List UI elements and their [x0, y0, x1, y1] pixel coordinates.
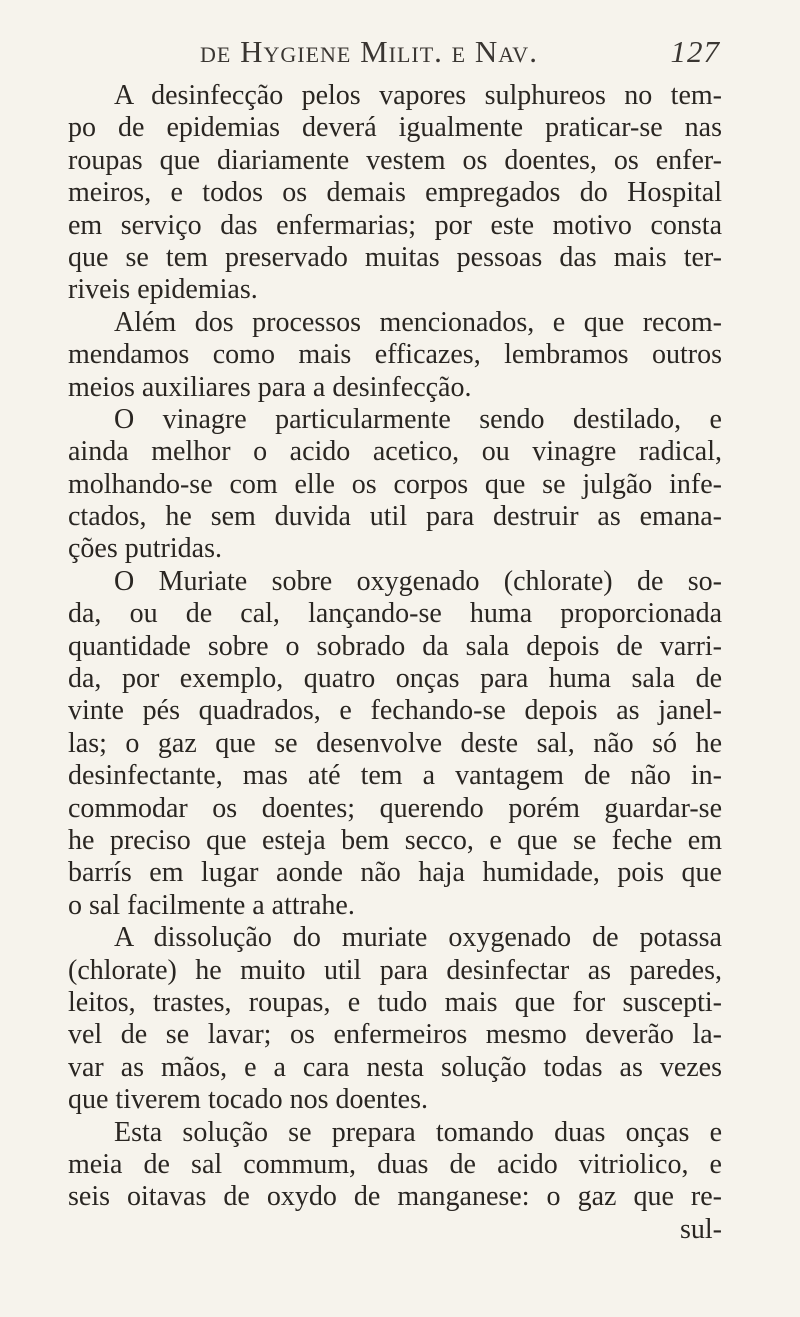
text-line: da, por exemplo, quatro onças para huma sala de [68, 663, 722, 695]
text-line: ctados, he sem duvida util para destruir as emana- [68, 501, 722, 533]
text-line: var as mãos, e a cara nesta solução todas as vezes [68, 1051, 722, 1083]
text-line: leitos, trastes, roupas, e tudo mais que for suscepti- [68, 986, 722, 1018]
text-line: em serviço das enfermarias; por este motivo consta [68, 209, 722, 241]
text-line: barrís em lugar aonde não haja humidade, pois que [68, 857, 722, 889]
text-line: ções putridas. [68, 533, 222, 565]
catchword: sul- [680, 1213, 722, 1245]
text-line: O vinagre particularmente sendo destilado, e [114, 403, 722, 435]
text-line: O Muriate sobre oxygenado (chlorate) de so- [114, 565, 722, 597]
text-line: quantidade sobre o sobrado da sala depois de varri- [68, 630, 722, 662]
text-line: molhando-se com elle os corpos que se julgão infe- [68, 468, 722, 500]
body-text [68, 80, 722, 1246]
text-line: po de epidemias deverá igualmente praticar-se nas [68, 112, 722, 144]
text-line: da, ou de cal, lançando-se huma proporcionada [68, 598, 722, 630]
text-line: seis oitavas de oxydo de manganese: o gaz que re- [68, 1181, 722, 1213]
text-line: desinfectante, mas até tem a vantagem de não in- [68, 760, 722, 792]
text-line: riveis epidemias. [68, 274, 258, 306]
text-line: meia de sal commum, duas de acido vitriolico, e [68, 1148, 722, 1180]
text-line: meios auxiliares para a desinfecção. [68, 371, 472, 403]
text-line: A desinfecção pelos vapores sulphureos no tem- [114, 80, 722, 111]
text-line: mendamos como mais efficazes, lembramos outros [68, 339, 722, 371]
text-line: he preciso que esteja bem secco, e que se feche em [68, 824, 722, 856]
text-line: que tiverem tocado nos doentes. [68, 1084, 429, 1116]
text-line: meiros, e todos os demais empregados do Hospital [68, 177, 722, 209]
text-line: commodar os doentes; querendo porém guardar-se [68, 792, 722, 824]
text-line: ainda melhor o acido acetico, ou vinagre radical, [68, 436, 722, 468]
text-line: A dissolução do muriate oxygenado de potassa [114, 922, 722, 954]
text-line: Esta solução se prepara tomando duas onças e [114, 1116, 722, 1148]
text-line: vinte pés quadrados, e fechando-se depois as janel- [68, 695, 722, 727]
running-title: de Hygiene Milit. e Nav. [200, 34, 538, 69]
page-number: 127 [670, 34, 720, 69]
text-line: roupas que diariamente vestem os doentes, os enfer- [68, 144, 722, 176]
text-line: que se tem preservado muitas pessoas das mais ter- [68, 241, 722, 273]
running-head [200, 34, 720, 74]
text-line: las; o gaz que se desenvolve deste sal, não só he [68, 727, 722, 759]
text-line: Além dos processos mencionados, e que recom- [114, 306, 722, 338]
text-line: (chlorate) he muito util para desinfectar as paredes, [68, 954, 722, 986]
text-line: o sal facilmente a attrahe. [68, 889, 355, 921]
text-line: vel de se lavar; os enfermeiros mesmo deverão la- [68, 1019, 722, 1051]
